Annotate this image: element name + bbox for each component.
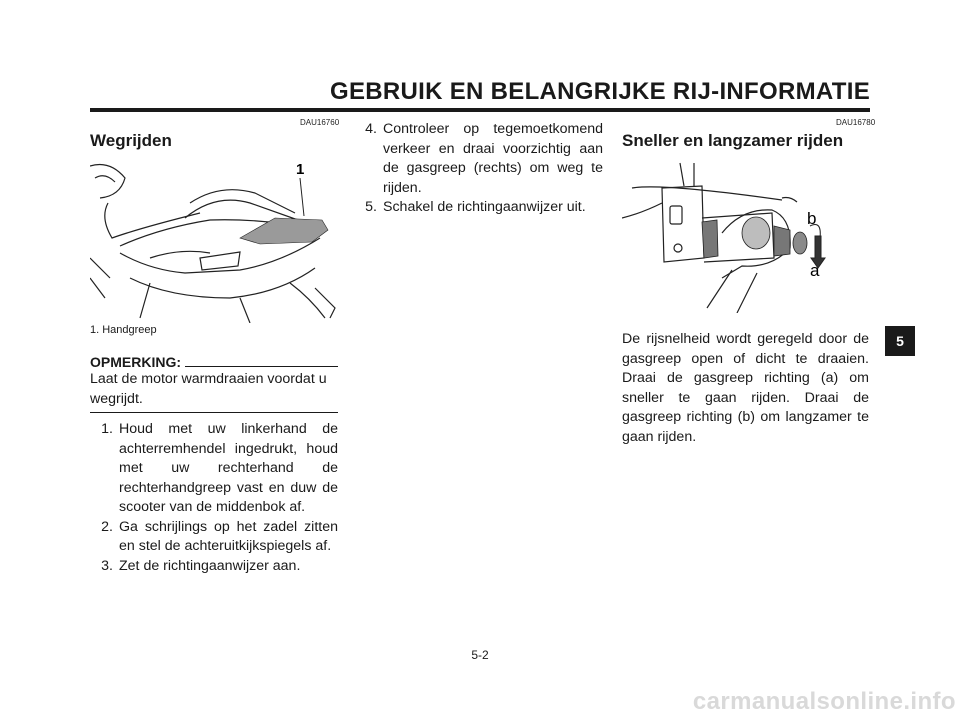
- scooter-seat-illustration: [90, 158, 340, 323]
- steps-list-middle: [359, 120, 603, 218]
- watermark: carmanualsonline.info: [692, 688, 956, 715]
- figure-label-b: b: [807, 209, 817, 228]
- figure-callout-1: 1: [296, 161, 305, 178]
- section-code: DAU16780: [836, 118, 876, 127]
- list-item: 3. Zet de richtingaanwijzer aan.: [101, 557, 301, 574]
- list-item: 4. Controleer op tegemoetkomend verkeer en draai voorzichtig aan de gasgreep (rechts) om weg te rijden.: [365, 121, 603, 196]
- figure-label-a: a: [810, 261, 820, 280]
- note-title: OPMERKING:: [90, 354, 181, 370]
- section-code: DAU16760: [300, 118, 340, 127]
- section-heading-wegrijden: Wegrijden: [90, 131, 172, 150]
- section-heading-sneller: Sneller en langzamer rijden: [622, 131, 844, 150]
- throttle-grip-illustration: [622, 158, 872, 313]
- note-title-rule: [185, 365, 338, 367]
- figure-caption: 1. Handgreep: [90, 324, 157, 336]
- header-rule: [90, 108, 870, 112]
- page-header-title: GEBRUIK EN BELANGRIJKE RIJ-INFORMATIE: [329, 78, 870, 105]
- page-number: 5-2: [471, 648, 489, 662]
- speed-paragraph: De rijsnelheid wordt geregeld door de gasgreep open of dicht te draaien. Draai de gasgreep richting (a) om sneller te gaan rijden. Draai de gasgreep richting (b) om langzamer te gaan rijden.: [622, 331, 869, 445]
- list-item: 2. Ga schrijlings op het zadel zitten en stel de achteruitkijkspiegels af.: [101, 518, 338, 554]
- steps-list-left: [95, 420, 338, 576]
- note-block: [90, 354, 338, 409]
- list-item: 1. Houd met uw linkerhand de achterremhendel ingedrukt, houd met uw rechterhand de rechterhandgreep vast en duw de scooter van de middenbok af.: [101, 421, 338, 515]
- note-title-row: [90, 354, 338, 370]
- chapter-tab: 5: [885, 326, 915, 356]
- note-text: Laat de motor warmdraaien voordat u wegrijdt.: [90, 371, 327, 407]
- list-item: 5. Schakel de richtingaanwijzer uit.: [365, 199, 586, 215]
- note-end-rule: [90, 412, 338, 413]
